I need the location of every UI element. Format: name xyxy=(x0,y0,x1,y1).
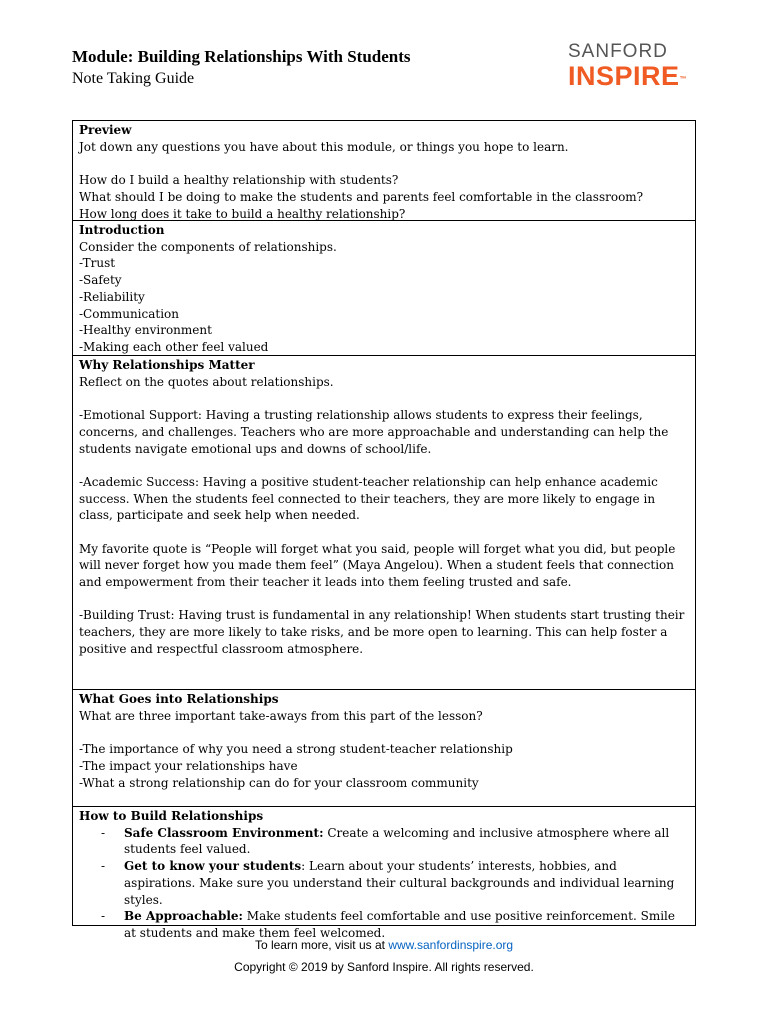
note-line: -Safety xyxy=(79,273,122,288)
note-line: -Healthy environment xyxy=(79,323,212,338)
list-item-text: : Learn about your students’ interests, hobbies, and aspirations. Make sure you understand their cultural backgrounds and individual learning styles. xyxy=(124,859,675,907)
note-line: What should I be doing to make the students and parents feel comfortable in the classroom? xyxy=(79,189,644,204)
section-what-goes-into-relationships xyxy=(73,690,695,807)
section-prompt: Reflect on the quotes about relationships. xyxy=(79,374,334,389)
page-title: Module: Building Relationships With Students xyxy=(72,47,411,66)
note-paragraph: My favorite quote is “People will forget what you said, people will forget what you did, but people will never forget how you made them feel” (Maya Angelou). When a student feels that connection and empowerment from their teacher it leads into them feeling trusted and safe. xyxy=(79,541,676,590)
logo-bottom-text xyxy=(568,61,688,91)
footer-copyright: Copyright © 2019 by Sanford Inspire. All rights reserved. xyxy=(234,960,534,974)
note-line: How do I build a healthy relationship with students? xyxy=(79,173,399,188)
list-item xyxy=(79,825,689,858)
section-title: Preview xyxy=(79,123,132,137)
section-title: How to Build Relationships xyxy=(79,809,264,823)
page-subtitle: Note Taking Guide xyxy=(72,70,195,87)
website-link[interactable]: www.sanfordinspire.org xyxy=(388,938,514,952)
note-paragraph: -Emotional Support: Having a trusting relationship allows students to express their feelings, concerns, and challenges. Teachers who are more approachable and understanding can help the students navigate emotional ups and downs of school/life. xyxy=(79,408,669,456)
strategy-list xyxy=(79,825,689,942)
document-header xyxy=(72,46,411,90)
note-line: -Communication xyxy=(79,306,180,321)
list-item-heading: Get to know your students xyxy=(124,859,302,874)
section-prompt: What are three important take-aways from this part of the lesson? xyxy=(79,708,483,723)
note-paragraph: -Academic Success: Having a positive student-teacher relationship can help enhance academic success. When the students feel connected to their teachers, they are more likely to engage in class, participate and seek help when needed. xyxy=(79,474,658,523)
list-item-heading: Be Approachable: xyxy=(124,909,243,924)
note-paragraph: -Building Trust: Having trust is fundamental in any relationship! When students start trusting their teachers, they are more likely to take risks, and be more open to learning. This can help foster a positive and respectful classroom atmosphere. xyxy=(79,608,685,656)
section-why-relationships-matter xyxy=(73,356,695,690)
section-introduction xyxy=(73,221,695,356)
list-item-text: Make students feel comfortable and use positive reinforcement. Smile at students and make them feel welcomed. xyxy=(124,909,675,940)
logo-top-text: SANFORD xyxy=(568,41,668,62)
logo-bottom-word: INSPIRE xyxy=(568,61,680,91)
logo-trademark: ™ xyxy=(679,76,688,83)
note-line: -What a strong relationship can do for your classroom community xyxy=(79,775,479,790)
list-item-heading: Safe Classroom Environment: xyxy=(124,825,324,840)
note-line: -Trust xyxy=(79,256,116,271)
footer-learn-more xyxy=(0,935,768,955)
section-title: Introduction xyxy=(79,223,165,237)
note-line: -The impact your relationships have xyxy=(79,758,298,773)
list-item-text: Create a welcoming and inclusive atmosphere where all students feel valued. xyxy=(124,825,670,857)
section-preview xyxy=(73,121,695,221)
section-prompt: Consider the components of relationships. xyxy=(79,239,337,254)
note-line: -Making each other feel valued xyxy=(79,339,269,354)
note-line: -Reliability xyxy=(79,289,145,304)
note-taking-table xyxy=(72,120,696,940)
footer-learn-prefix: To learn more, visit us at xyxy=(254,938,389,952)
section-prompt: Jot down any questions you have about this module, or things you hope to learn. xyxy=(79,139,569,154)
note-line: -The importance of why you need a strong student-teacher relationship xyxy=(79,742,513,757)
section-title: Why Relationships Matter xyxy=(79,358,255,372)
section-title: What Goes into Relationships xyxy=(79,692,279,706)
note-line: How long does it take to build a healthy relationship? xyxy=(79,206,406,221)
section-how-to-build-relationships xyxy=(73,807,695,940)
sanford-inspire-logo xyxy=(568,41,688,91)
list-item xyxy=(79,858,689,908)
